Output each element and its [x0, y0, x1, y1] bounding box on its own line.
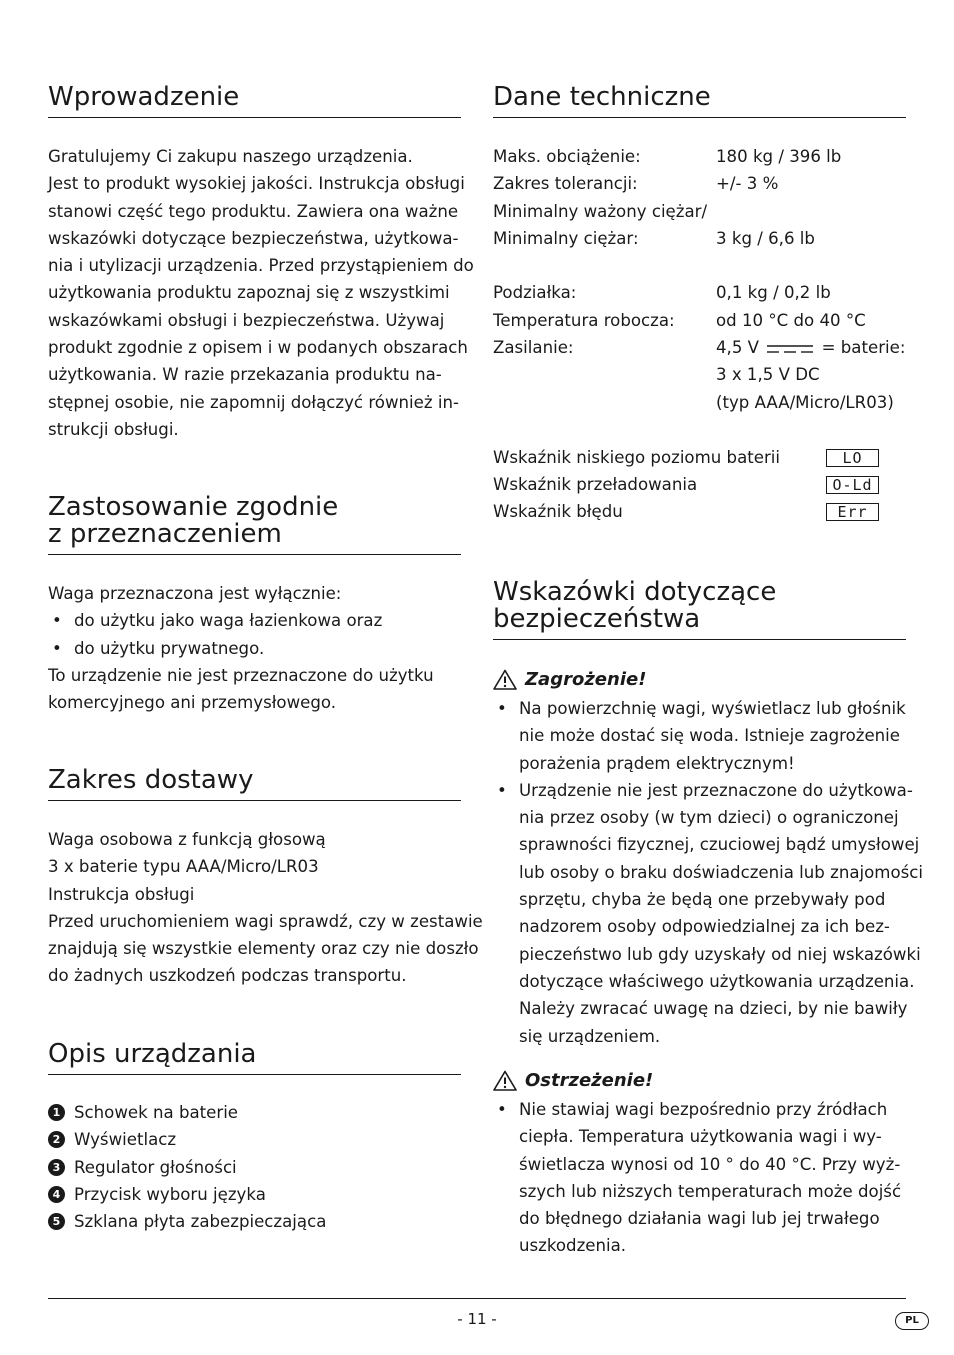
table-row — [493, 389, 905, 416]
part-label: Przycisk wyboru języka — [74, 1184, 266, 1204]
spec-key — [493, 252, 716, 279]
list-item — [48, 1154, 461, 1181]
indicator-row — [493, 444, 906, 471]
spec-value: 3 kg / 6,6 lb — [716, 228, 815, 248]
bullet-line: • Na powierzchnię wagi, wyświetlacz lub głośnik — [519, 699, 906, 718]
language-badge: PL — [895, 1312, 929, 1330]
delivery-line: Waga osobowa z funkcją głosową — [48, 830, 326, 849]
bullet-line: Należy zwracać uwagę na dzieci, by nie bawiły — [519, 999, 908, 1019]
bullet-line: sprzętu, chyba że będą one przebywały pod — [519, 890, 886, 910]
specs-table — [493, 143, 905, 416]
delivery-line: znajdują się wszystkie elementy oraz czy nie doszło — [48, 939, 479, 959]
spec-key: Minimalny ciężar: — [493, 228, 639, 248]
intro-line: strukcji obsługi. — [48, 419, 179, 439]
spec-value — [716, 198, 905, 225]
danger-title: Zagrożenie! — [525, 669, 647, 690]
spec-value: (typ AAA/Micro/LR03) — [716, 392, 894, 412]
indicator-label: Wskaźnik błędu — [493, 501, 623, 521]
usage-tail-line: komercyjnego ani przemysłowego. — [48, 693, 337, 713]
warning-triangle-icon — [493, 1070, 517, 1091]
warning-heading — [493, 1067, 906, 1094]
usage-tail-line: To urządzenie nie jest przeznaczone do użytku — [48, 665, 434, 685]
spec-key: Temperatura robocza: — [493, 310, 675, 330]
delivery-line: 3 x baterie typu AAA/Micro/LR03 — [48, 857, 319, 877]
bullet-line: sprawności fizycznej, czuciowej bądź umysłowej — [519, 835, 920, 855]
bullet-line: dotyczące właściwego użytkowania urządzenia. — [519, 971, 915, 991]
spec-key — [493, 361, 716, 388]
number-badge: 3 — [48, 1159, 65, 1176]
table-row — [493, 143, 905, 170]
bullet-line: szych lub niższych temperaturach może dojść — [519, 1181, 902, 1201]
description-heading: Opis urządzania — [48, 1041, 461, 1075]
intro-heading: Wprowadzenie — [48, 84, 461, 118]
spec-key: Maks. obciążenie: — [493, 147, 641, 166]
warning-bullets — [493, 1096, 906, 1260]
intro-line: produkt zgodnie z opisem i w podanych obszarach — [48, 338, 468, 358]
number-badge: 1 — [48, 1104, 65, 1121]
usage-heading — [48, 494, 461, 555]
lcd-code: Err — [826, 503, 879, 521]
bullet-line: nadzorem osoby odpowiedzialnej za ich bez- — [519, 917, 890, 937]
number-badge: 4 — [48, 1186, 65, 1203]
number-badge: 5 — [48, 1213, 65, 1230]
table-row — [493, 334, 905, 361]
specs-heading: Dane techniczne — [493, 84, 906, 118]
bullet-line: uszkodzenia. — [519, 1236, 627, 1256]
bullet-line: pieczeństwo lub gdy uzyskały od niej wskazówki — [519, 944, 921, 964]
page-number: - 11 - — [457, 1310, 497, 1328]
spec-value: 0,1 kg / 0,2 lb — [716, 283, 831, 303]
usage-heading-line2: z przeznaczeniem — [48, 519, 282, 549]
bullet-line: nia przez osoby (w tym dzieci) o ograniczonej — [519, 808, 899, 828]
delivery-heading: Zakres dostawy — [48, 767, 461, 801]
list-item — [493, 695, 906, 777]
usage-text — [48, 580, 461, 716]
intro-line: stanowi część tego produktu. Zawiera ona ważne — [48, 201, 459, 221]
spec-value: od 10 °C do 40 °C — [716, 310, 866, 330]
spec-key: Podziałka: — [493, 283, 577, 303]
list-item — [48, 1181, 461, 1208]
bullet-line: porażenia prądem elektrycznym! — [519, 753, 795, 773]
intro-line: użytkowania produktu zapoznaj się z wszystkimi — [48, 283, 450, 303]
part-label: Regulator głośności — [74, 1157, 237, 1177]
spec-value: 180 kg / 396 lb — [716, 147, 842, 166]
danger-bullets — [493, 695, 923, 1050]
table-row — [493, 170, 905, 197]
intro-line: użytkowania. W razie przekazania produktu na- — [48, 365, 442, 385]
safety-heading — [493, 579, 906, 640]
bullet-line: lub osoby o braku doświadczenia lub znajomości — [519, 862, 923, 882]
usage-bullets — [48, 607, 461, 662]
footer-divider — [48, 1298, 906, 1299]
spec-key: Zakres tolerancji: — [493, 174, 638, 194]
lcd-code: LO — [826, 449, 879, 467]
safety-heading-line2: bezpieczeństwa — [493, 604, 701, 634]
bullet-line: • Nie stawiaj wagi bezpośrednio przy źródłach — [519, 1100, 888, 1119]
usage-lead: Waga przeznaczona jest wyłącznie: — [48, 584, 342, 603]
number-badge: 2 — [48, 1131, 65, 1148]
intro-line: Gratulujemy Ci zakupu naszego urządzenia. — [48, 147, 413, 166]
table-row — [493, 225, 905, 252]
indicator-label: Wskaźnik przeładowania — [493, 474, 698, 494]
list-item: • do użytku jako waga łazienkowa oraz — [48, 607, 461, 634]
bullet-line: nie może dostać się woda. Istnieje zagrożenie — [519, 726, 900, 746]
indicator-row — [493, 471, 906, 498]
delivery-line: Przed uruchomieniem wagi sprawdź, czy w zestawie — [48, 911, 483, 931]
warning-title: Ostrzeżenie! — [525, 1070, 654, 1091]
lcd-code: O-Ld — [826, 476, 879, 494]
spec-key: Zasilanie: — [493, 338, 574, 358]
usage-heading-line1: Zastosowanie zgodnie — [48, 492, 339, 522]
specs-block — [493, 143, 906, 416]
list-item — [48, 1099, 461, 1126]
bullet-line: • Urządzenie nie jest przeznaczone do użytkowa- — [519, 780, 913, 800]
part-label: Wyświetlacz — [74, 1130, 177, 1150]
parts-list — [48, 1099, 461, 1235]
list-item — [493, 777, 923, 1050]
dc-symbol-icon — [767, 343, 813, 355]
bullet-line: się urządzeniem. — [519, 1026, 661, 1046]
list-item — [48, 1126, 461, 1153]
intro-line: nia i utylizacji urządzenia. Przed przystąpieniem do — [48, 256, 474, 276]
spec-value — [716, 334, 905, 361]
intro-line: wskazówkami obsługi i bezpieczeństwa. Używaj — [48, 310, 445, 330]
delivery-line: do żadnych uszkodzeń podczas transportu. — [48, 966, 407, 986]
power-suffix: = baterie: — [821, 338, 906, 358]
warning-triangle-icon — [493, 669, 517, 690]
spec-value: 3 x 1,5 V DC — [716, 365, 820, 385]
intro-line: wskazówki dotyczące bezpieczeństwa, użytkowa- — [48, 228, 459, 248]
part-label: Schowek na baterie — [74, 1103, 239, 1122]
intro-line: Jest to produkt wysokiej jakości. Instrukcja obsługi — [48, 174, 465, 194]
bullet-line: świetlacza wynosi od 10 ° do 40 °C. Przy wyż- — [519, 1154, 901, 1174]
table-row — [493, 252, 905, 279]
part-label: Szklana płyta zabezpieczająca — [74, 1212, 327, 1232]
bullet-line: do błędnego działania wagi lub jej trwałego — [519, 1209, 880, 1229]
list-item — [48, 1208, 461, 1235]
safety-heading-line1: Wskazówki dotyczące — [493, 577, 777, 607]
indicator-row — [493, 498, 906, 525]
indicator-label: Wskaźnik niskiego poziomu baterii — [493, 447, 780, 467]
spec-value: +/- 3 % — [716, 174, 779, 194]
intro-text — [48, 143, 474, 443]
spec-key: Minimalny ważony ciężar/ — [493, 201, 708, 221]
table-row — [493, 307, 905, 334]
intro-line: stępnej osobie, nie zapomnij dołączyć również in- — [48, 392, 459, 412]
spec-key — [493, 389, 716, 416]
table-row — [493, 198, 905, 225]
danger-heading — [493, 666, 906, 693]
delivery-text — [48, 826, 483, 990]
power-voltage: 4,5 V — [716, 338, 760, 358]
indicators-block — [493, 444, 906, 525]
table-row — [493, 361, 905, 388]
bullet-line: ciepła. Temperatura użytkowania wagi i wy- — [519, 1127, 882, 1147]
list-item: • do użytku prywatnego. — [48, 635, 461, 662]
spec-value — [716, 252, 905, 279]
table-row — [493, 279, 905, 306]
delivery-line: Instrukcja obsługi — [48, 884, 195, 904]
list-item — [493, 1096, 906, 1260]
